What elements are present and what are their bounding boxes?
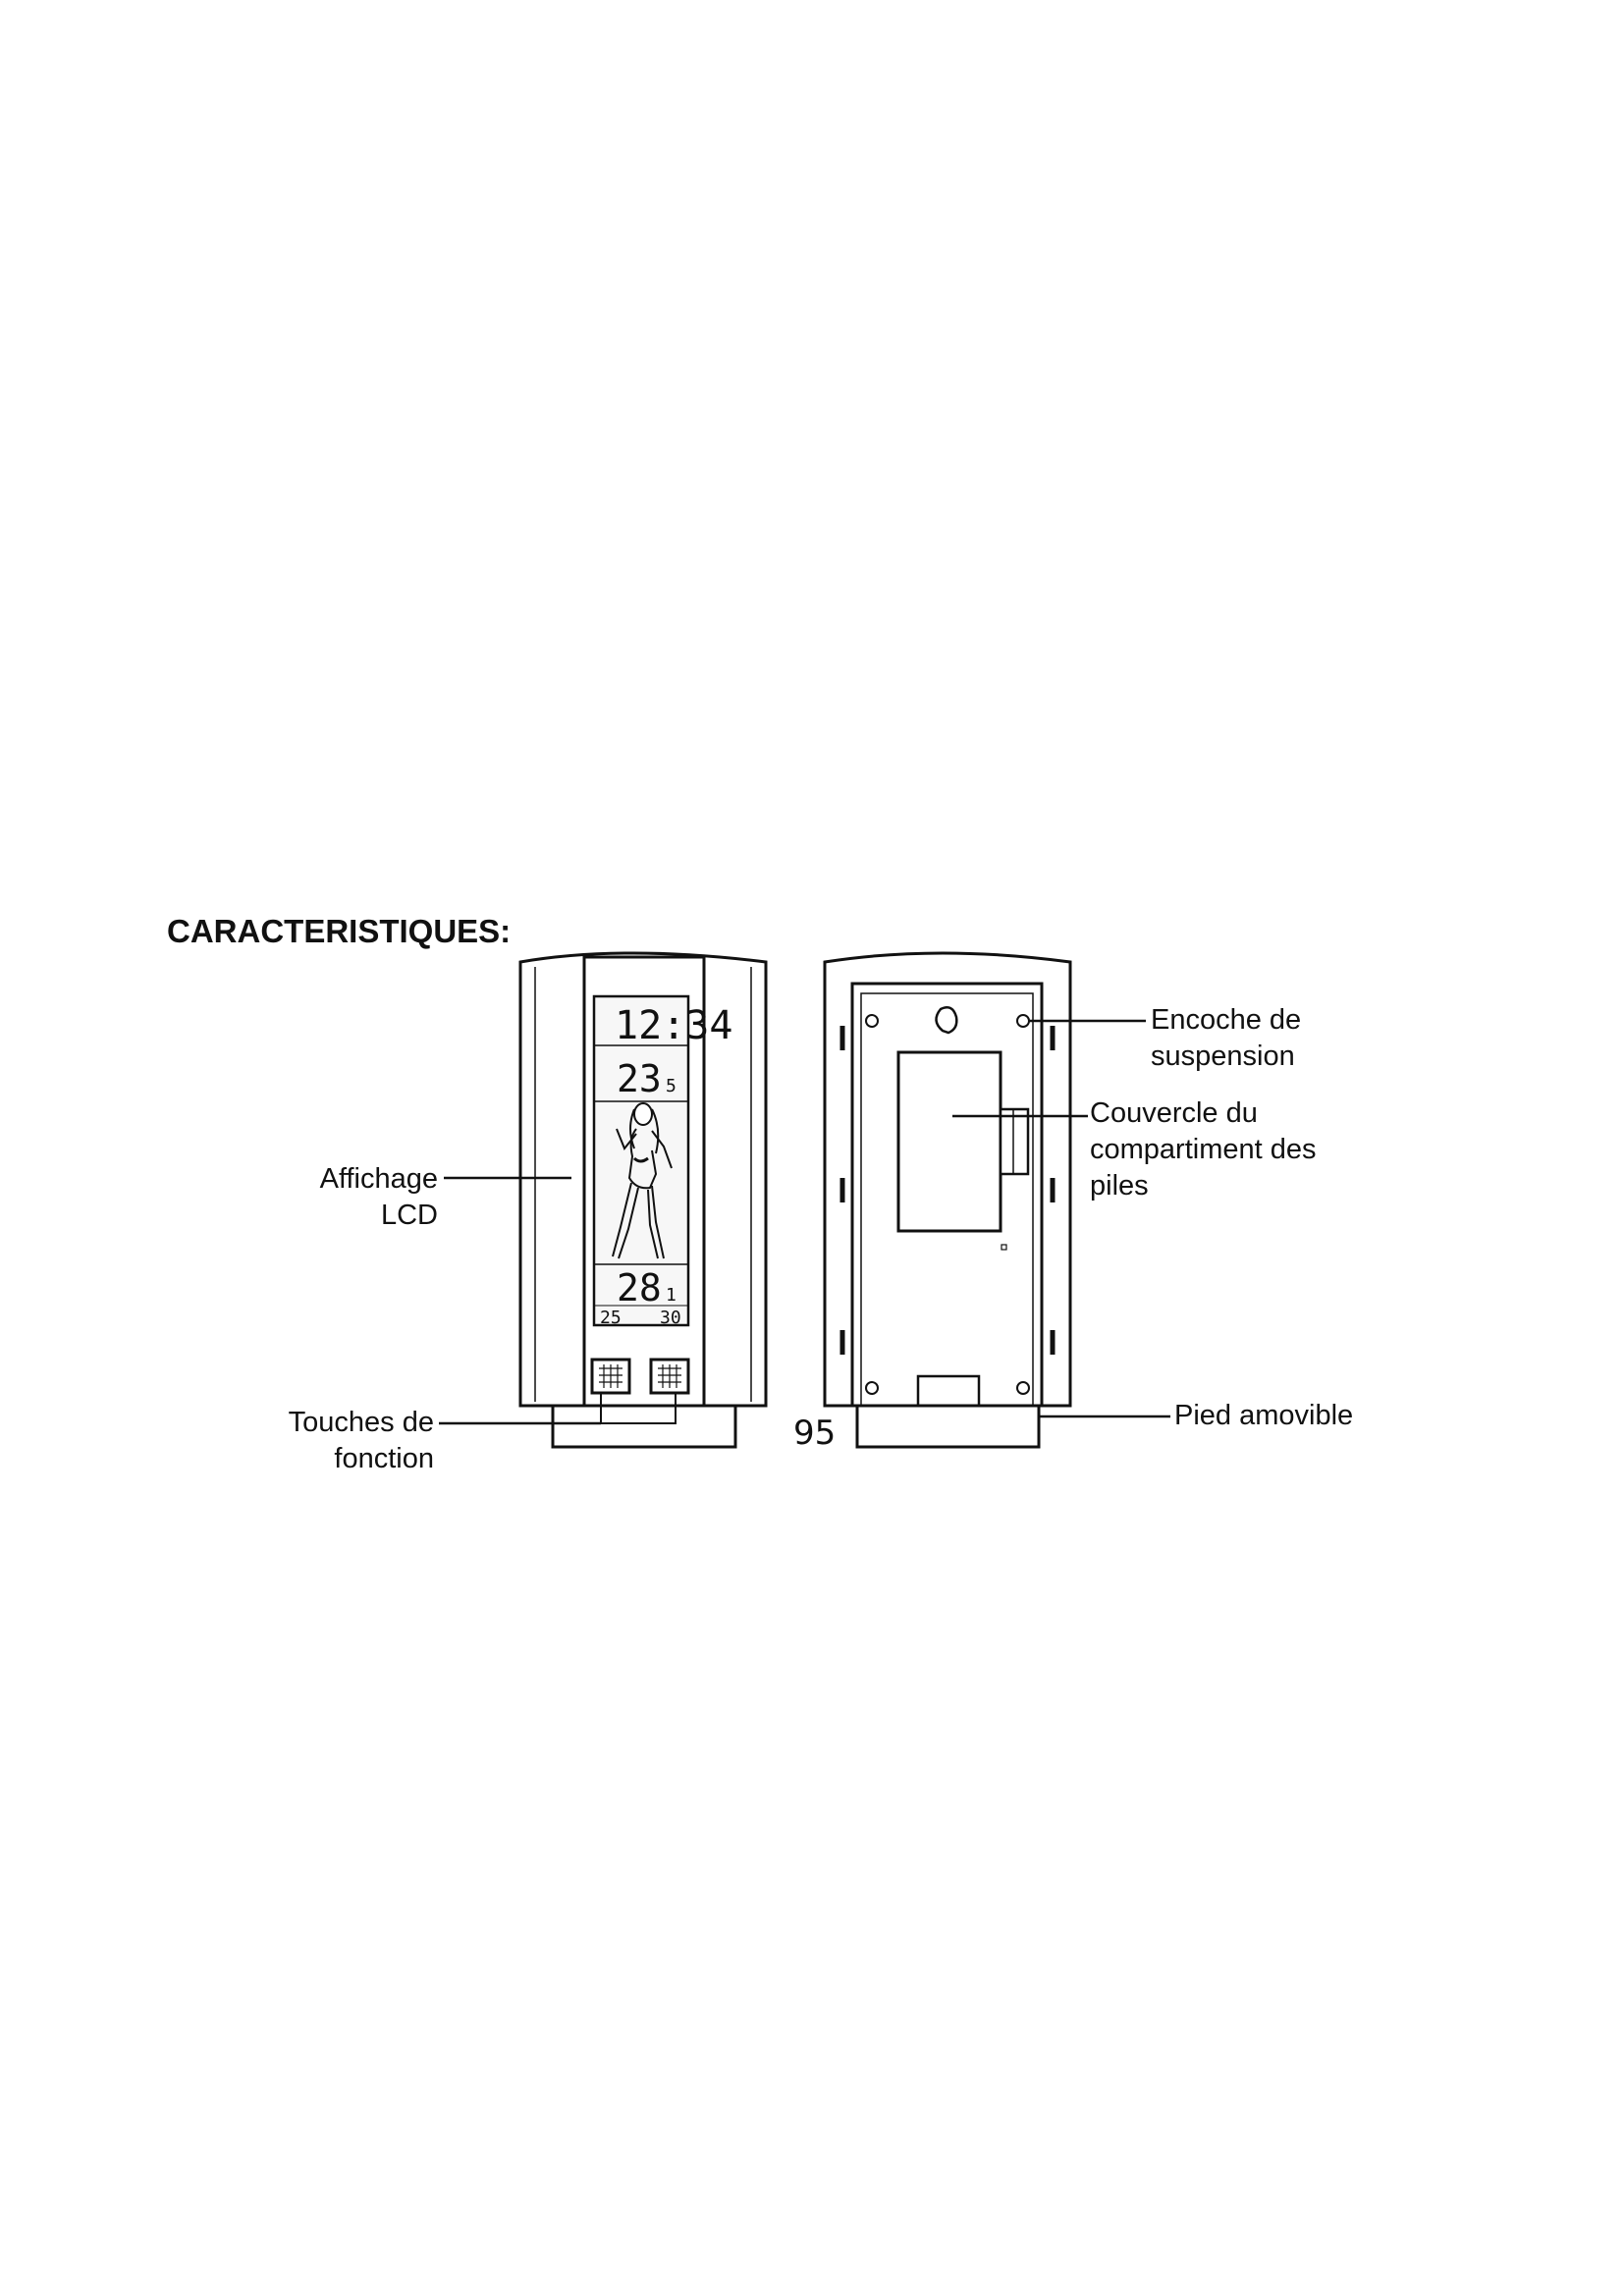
back-view-device — [825, 953, 1070, 1447]
label-battery-cover: Couvercle du compartiment des piles — [1090, 1097, 1317, 1201]
label-lcd-display: Affichage LCD — [319, 1163, 438, 1231]
lcd-indoor-temp-decimal: 5 — [666, 1076, 677, 1096]
page-number: 95 — [793, 1414, 837, 1453]
front-stand — [553, 1406, 735, 1447]
lcd-humidity-left: 25 — [600, 1308, 622, 1328]
lcd-outdoor-temp-decimal: 1 — [666, 1285, 677, 1306]
lcd-outdoor-temp: 28 — [617, 1266, 662, 1309]
label-removable-stand: Pied amovible — [1174, 1400, 1354, 1431]
section-heading: CARACTERISTIQUES: — [167, 913, 512, 949]
lcd-humidity-right: 30 — [660, 1308, 681, 1328]
lcd-time: 12:34 — [615, 1003, 733, 1048]
label-function-buttons: Touches de fonction — [288, 1407, 434, 1474]
hanging-notch-icon — [936, 1007, 956, 1033]
removable-stand — [857, 1406, 1039, 1447]
lcd-indoor-temp: 23 — [617, 1057, 662, 1100]
label-hanging-notch: Encoche de suspension — [1151, 1004, 1302, 1072]
battery-cover-icon — [898, 1052, 1001, 1231]
